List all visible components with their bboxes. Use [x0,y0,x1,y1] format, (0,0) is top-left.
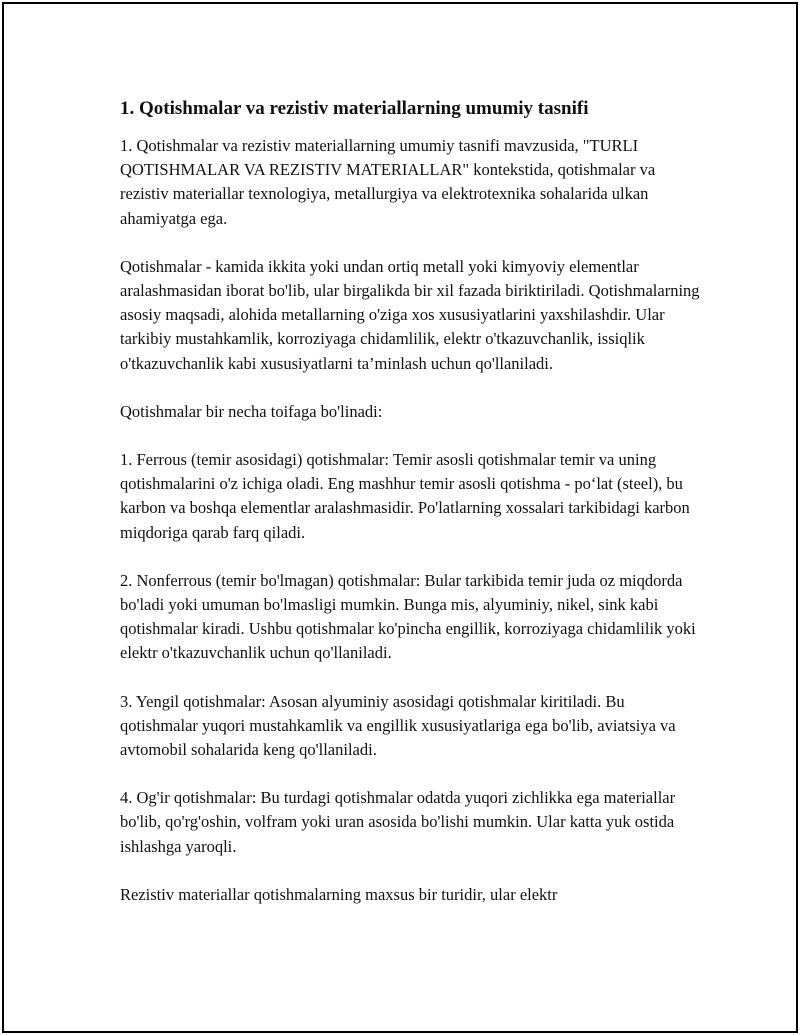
paragraph-resistive: Rezistiv materiallar qotishmalarning maxsus bir turidir, ular elektr [120,884,558,904]
paragraph-ferrous: 1. Ferrous (temir asosidagi) qotishmalar: Temir asosli qotishmalar temir va uning qotishmalarini o'z ichiga oladi. Eng mashhur temir asosli qotishma - po‘lat (steel), bu karbon va boshqa elementlar aralashmasidir. Po'latlarning xossalari tarkibidagi karbon miqdoriga qarab farq qiladi. [120,450,690,542]
paragraph-nonferrous: 2. Nonferrous (temir bo'lmagan) qotishmalar: Bular tarkibida temir juda oz miqdorda bo'ladi yoki umuman bo'lmasligi mumkin. Bunga mis, alyuminiy, nikel, sink kabi qotishmalar kiradi. Ushbu qotishmalar ko'pincha engillik, korroziyaga chidamlilik yoki elektr o'tkazuvchanlik uchun qo'llaniladi. [120,570,696,663]
paragraph-categories: Qotishmalar bir necha toifaga bo'linadi: [120,401,383,421]
section-heading: 1. Qotishmalar va rezistiv materiallarning umumiy tasnifi [120,98,589,119]
document-page [2,2,798,1033]
paragraph-intro: 1. Qotishmalar va rezistiv materiallarning umumiy tasnifi mavzusida, "TURLI QOTISHMALAR VA REZISTIV MATERIALLAR" kontekstida, qotishmalar va rezistiv materiallar texnologiya, metallurgiya va elektrotexnika sohalarida ulkan ahamiyatga ega. [120,136,656,228]
paragraph-light-alloys: 3. Yengil qotishmalar: Asosan alyuminiy asosidagi qotishmalar kiritiladi. Bu qotishmalar yuqori mustahkamlik va engillik xususiyatlariga ega bo'lib, aviatsiya va avtomobil sohalarida keng qo'llaniladi. [120,691,676,760]
paragraph-heavy-alloys: 4. Og'ir qotishmalar: Bu turdagi qotishmalar odatda yuqori zichlikka ega materiallar bo'lib, qo'rg'oshin, volfram yoki uran asosida bo'lishi mumkin. Ular katta yuk ostida ishlashga yaroqli. [120,788,676,856]
paragraph-alloys-definition: Qotishmalar - kamida ikkita yoki undan ortiq metall yoki kimyoviy elementlar aralashmasidan iborat bo'lib, ular birgalikda bir xil fazada biriktiriladi. Qotishmalarning asosiy maqsadi, alohida metallarning o'ziga xos xususiyatlarini yaxshilashdir. Ular tarkibiy mustahkamlik, korroziyaga chidamlilik, elektr o'tkazuvchanlik, issiqlik o'tkazuvchanlik kabi xususiyatlarni ta’minlash uchun qo'llaniladi. [120,256,700,373]
document-body [120,96,700,931]
